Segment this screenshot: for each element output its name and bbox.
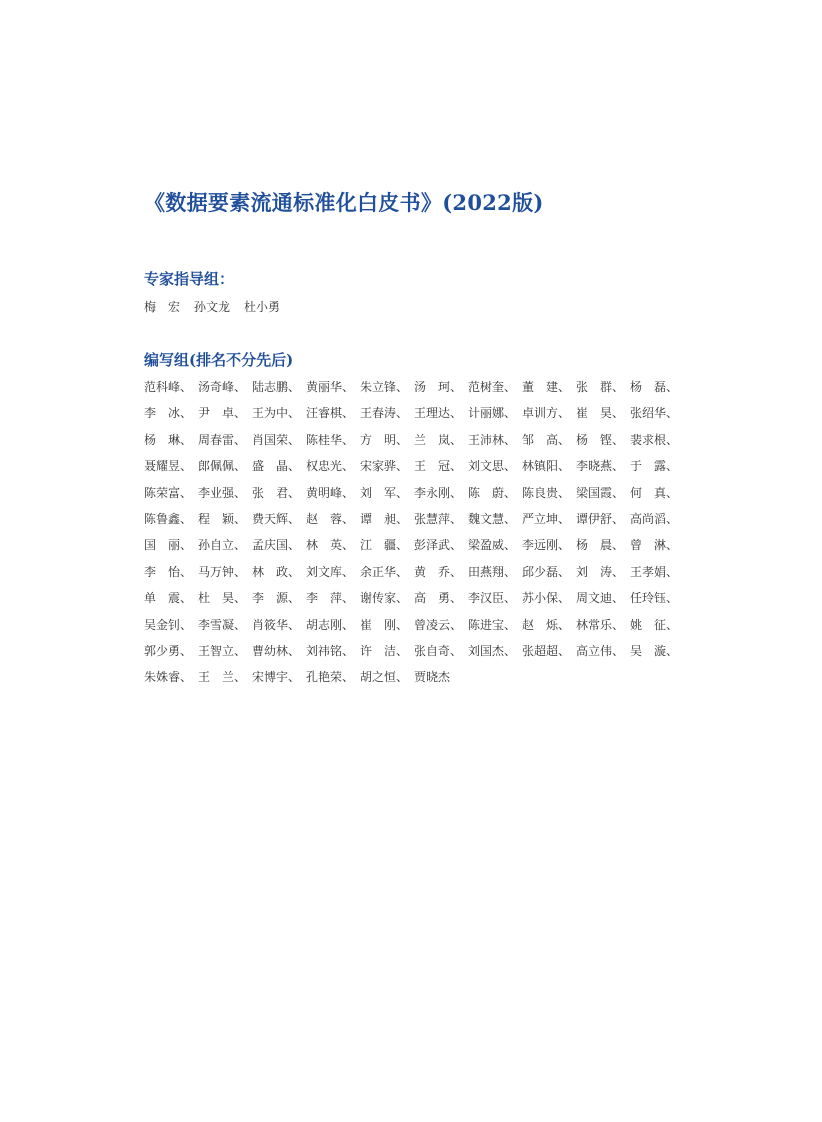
- names-row: [144, 379, 684, 405]
- compiler-name: 郭少勇、: [144, 643, 193, 658]
- compiler-name: 黄 乔、: [414, 564, 463, 579]
- names-row: [144, 564, 684, 590]
- compiler-name: 曾 淋、: [630, 538, 679, 553]
- compiler-name: 孔艳荣、: [306, 670, 355, 685]
- compiler-name: 汤 珂、: [414, 380, 463, 394]
- compilers-heading: 编写组(排名不分先后): [144, 351, 294, 369]
- compiler-name: 肖国荣、: [252, 432, 301, 447]
- compiler-name: 孙自立、: [198, 538, 247, 553]
- compiler-name: 任玲钰、: [630, 591, 679, 606]
- experts-list: [144, 299, 294, 316]
- names-row: [144, 590, 684, 616]
- compiler-name: 李远刚、: [522, 538, 571, 553]
- compiler-name: 王理达、: [414, 406, 463, 421]
- compiler-name: 王为中、: [252, 406, 301, 421]
- compiler-name: 王 兰、: [198, 670, 247, 685]
- compiler-name: 李 冰、: [144, 406, 193, 421]
- compiler-name: 邹 高、: [522, 432, 571, 447]
- compiler-name: 梁国霞、: [576, 485, 625, 500]
- compiler-name: 朱姝睿、: [144, 670, 193, 685]
- compiler-name: 范树奎、: [468, 380, 517, 394]
- compiler-name: 杨 磊、: [630, 380, 679, 394]
- compiler-name: 李雪凝、: [198, 617, 247, 632]
- compiler-name: 苏小保、: [522, 591, 571, 606]
- expert-name: 杜小勇: [244, 300, 281, 314]
- compiler-name: 姚 征、: [630, 617, 679, 632]
- compiler-name: 于 露、: [630, 459, 679, 474]
- compiler-name: 杨 琳、: [144, 432, 193, 447]
- expert-name: 梅 宏: [144, 300, 181, 314]
- compiler-name: 高 勇、: [414, 591, 463, 606]
- names-row: [144, 432, 684, 458]
- compiler-name: 黄明峰、: [306, 485, 355, 500]
- compiler-name: 高立伟、: [576, 643, 625, 658]
- compiler-name: 杜 昊、: [198, 591, 247, 606]
- compiler-name: 谢传家、: [360, 591, 409, 606]
- compiler-name: 聂耀昱、: [144, 459, 193, 474]
- compiler-name: 程 颖、: [198, 511, 247, 526]
- compiler-name: 张 群、: [576, 380, 625, 394]
- compiler-name: 盛 晶、: [252, 459, 301, 474]
- compiler-name: 崔 刚、: [360, 617, 409, 632]
- compiler-name: 宋家骅、: [360, 459, 409, 474]
- compiler-name: 曾凌云、: [414, 617, 463, 632]
- compiler-name: 邱少磊、: [522, 564, 571, 579]
- compiler-name: 谭 昶、: [360, 511, 409, 526]
- compiler-name: 汪睿棋、: [306, 406, 355, 421]
- compiler-name: 崔 昊、: [576, 406, 625, 421]
- compiler-name: 李晓燕、: [576, 459, 625, 474]
- compiler-name: 杨 铿、: [576, 432, 625, 447]
- compiler-name: 卓训方、: [522, 406, 571, 421]
- compiler-name: 陈 蔚、: [468, 485, 517, 500]
- expert-name: 孙文龙: [194, 300, 231, 314]
- compiler-name: 王春涛、: [360, 406, 409, 421]
- names-row: [144, 643, 684, 669]
- compiler-name: 刘文库、: [306, 564, 355, 579]
- compiler-name: 计丽娜、: [468, 406, 517, 421]
- compiler-name: 林 政、: [252, 564, 301, 579]
- compiler-name: 刘国杰、: [468, 643, 517, 658]
- compiler-name: 李 源、: [252, 591, 301, 606]
- names-row: [144, 669, 684, 695]
- compiler-name: 王孝娟、: [630, 564, 679, 579]
- compiler-name: 高尚滔、: [630, 511, 679, 526]
- compiler-name: 权忠光、: [306, 459, 355, 474]
- compilers-list: [144, 379, 684, 696]
- compiler-name: 张超超、: [522, 643, 571, 658]
- names-row: [144, 511, 684, 537]
- names-row: [144, 485, 684, 511]
- compiler-name: 曹幼林、: [252, 643, 301, 658]
- compiler-name: 李 怡、: [144, 564, 193, 579]
- compiler-name: 陈桂华、: [306, 432, 355, 447]
- compiler-name: 林镇阳、: [522, 459, 571, 474]
- compiler-name: 刘文思、: [468, 459, 517, 474]
- compiler-name: 陈鲁鑫、: [144, 511, 193, 526]
- compiler-name: 尹 卓、: [198, 406, 247, 421]
- compiler-name: 李永刚、: [414, 485, 463, 500]
- compiler-name: 周春雷、: [198, 432, 247, 447]
- compiler-name: 马万钟、: [198, 564, 247, 579]
- compiler-name: 董 建、: [522, 380, 571, 394]
- compiler-name: 梁盈威、: [468, 538, 517, 553]
- compiler-name: 费天辉、: [252, 511, 301, 526]
- compiler-name: 单 震、: [144, 591, 193, 606]
- compiler-name: 陆志鹏、: [252, 380, 301, 394]
- compiler-name: 裴求根、: [630, 432, 679, 447]
- compiler-name: 胡志刚、: [306, 617, 355, 632]
- compiler-name: 陈进宝、: [468, 617, 517, 632]
- page-title: 《数据要素流通标准化白皮书》(2022版): [144, 190, 544, 215]
- compiler-name: 黄丽华、: [306, 380, 355, 394]
- compiler-name: 刘祎铭、: [306, 643, 355, 658]
- compiler-name: 赵 烁、: [522, 617, 571, 632]
- compiler-name: 许 洁、: [360, 643, 409, 658]
- names-row: [144, 405, 684, 431]
- compiler-name: 刘 涛、: [576, 564, 625, 579]
- compiler-name: 吴 漩、: [630, 643, 679, 658]
- compiler-name: 汤奇峰、: [198, 380, 247, 394]
- compiler-name: 胡之恒、: [360, 670, 409, 685]
- names-row: [144, 617, 684, 643]
- compiler-name: 林 英、: [306, 538, 355, 553]
- compiler-name: 郎佩佩、: [198, 459, 247, 474]
- compiler-name: 刘 军、: [360, 485, 409, 500]
- compiler-name: 王沛林、: [468, 432, 517, 447]
- compiler-name: 江 疆、: [360, 538, 409, 553]
- compiler-name: 陈良贵、: [522, 485, 571, 500]
- compiler-name: 魏文慧、: [468, 511, 517, 526]
- compiler-name: 李业强、: [198, 485, 247, 500]
- experts-heading: 专家指导组：: [144, 270, 235, 288]
- compiler-name: 李汉臣、: [468, 591, 517, 606]
- compiler-name: 国 丽、: [144, 538, 193, 553]
- compiler-name: 严立坤、: [522, 511, 571, 526]
- compiler-name: 王 冠、: [414, 459, 463, 474]
- compiler-name: 张绍华、: [630, 406, 679, 421]
- names-row: [144, 537, 684, 563]
- compiler-name: 张 君、: [252, 485, 301, 500]
- compiler-name: 范科峰、: [144, 380, 193, 394]
- compiler-name: 肖筱华、: [252, 617, 301, 632]
- compiler-name: 田燕翔、: [468, 564, 517, 579]
- names-row: [144, 458, 684, 484]
- compiler-name: 杨 晨、: [576, 538, 625, 553]
- compiler-name: 张自奇、: [414, 643, 463, 658]
- compiler-name: 吴金钊、: [144, 617, 193, 632]
- compiler-name: 谭伊舒、: [576, 511, 625, 526]
- compiler-name: 何 真、: [630, 485, 679, 500]
- compiler-name: 林常乐、: [576, 617, 625, 632]
- compiler-name: 贾晓杰: [414, 670, 451, 685]
- compiler-name: 陈荣富、: [144, 485, 193, 500]
- compiler-name: 王智立、: [198, 643, 247, 658]
- compiler-name: 赵 蓉、: [306, 511, 355, 526]
- compiler-name: 余正华、: [360, 564, 409, 579]
- compiler-name: 宋博宇、: [252, 670, 301, 685]
- compiler-name: 彭泽武、: [414, 538, 463, 553]
- compiler-name: 兰 岚、: [414, 432, 463, 447]
- compiler-name: 周文迪、: [576, 591, 625, 606]
- compiler-name: 方 明、: [360, 432, 409, 447]
- compiler-name: 朱立锋、: [360, 380, 409, 394]
- compiler-name: 李 萍、: [306, 591, 355, 606]
- compiler-name: 张慧萍、: [414, 511, 463, 526]
- compiler-name: 孟庆国、: [252, 538, 301, 553]
